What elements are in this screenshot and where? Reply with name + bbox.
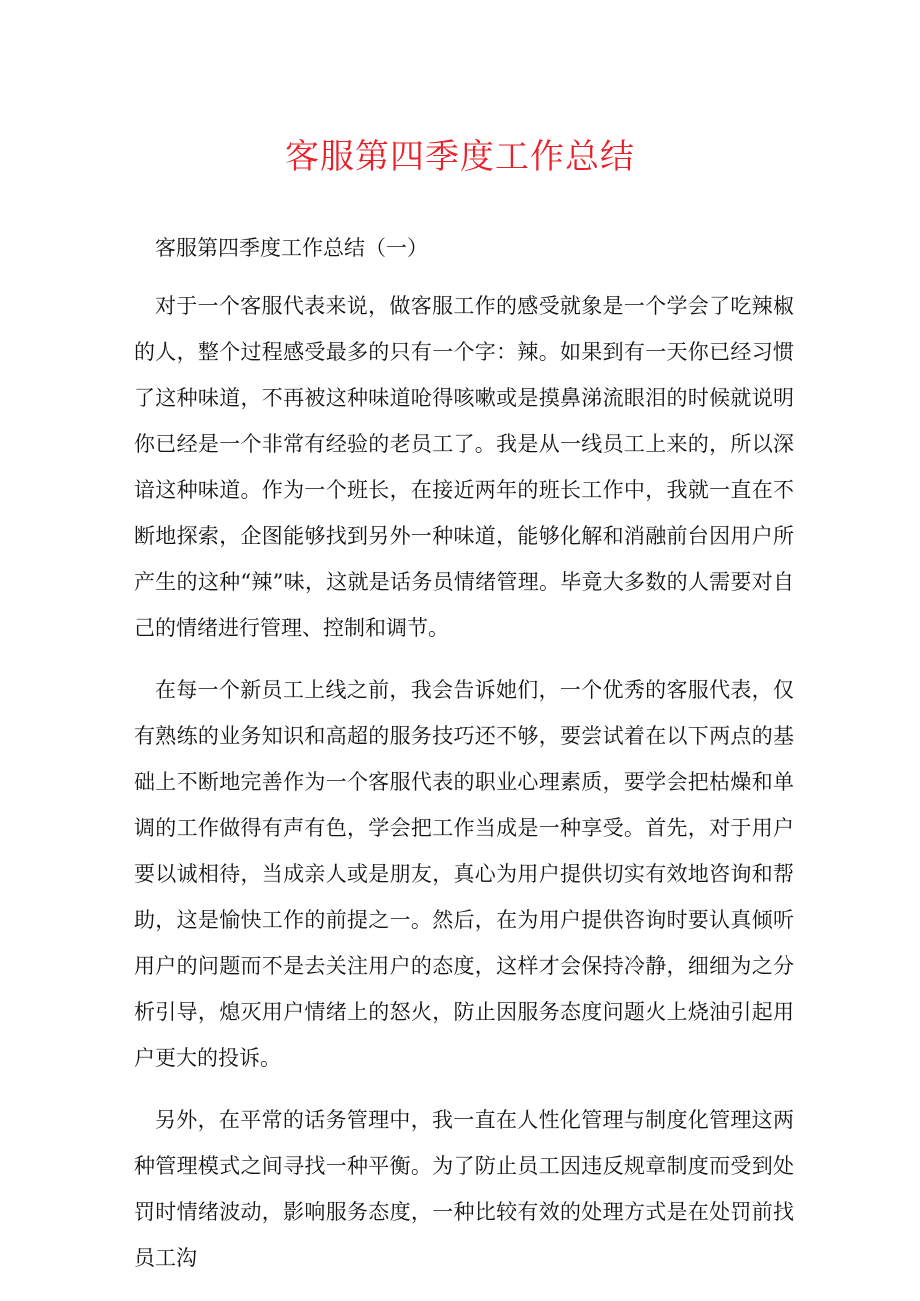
- paragraph-2: 在每一个新员工上线之前，我会告诉她们，一个优秀的客服代表，仅有熟练的业务知识和高超的服务技巧还不够，要尝试着在以下两点的基础上不断地完善作为一个客服代表的职业心理素质，要学会把枯燥和单调的工作做得有声有色，学会把工作当成是一种享受。首先，对于用户要以诚相待，当成亲人或是朋友，真心为用户提供切实有效地咨询和帮助，这是愉快工作的前提之一。然后，在为用户提供咨询时要认真倾听用户的问题而不是去关注用户的态度，这样才会保持冷静，细细为之分析引导，熄灭用户情绪上的怒火，防止因服务态度问题火上烧油引起用户更大的投诉。: [134, 678, 794, 1070]
- section-subtitle: 客服第四季度工作总结（一）: [155, 236, 428, 260]
- document-title: 客服第四季度工作总结: [285, 137, 635, 177]
- paragraph-3: 另外，在平常的话务管理中，我一直在人性化管理与制度化管理这两种管理模式之间寻找一种平衡。为了防止员工因违反规章制度而受到处罚时情绪波动，影响服务态度，一种比较有效的处理方式是在处罚前找员工沟: [134, 1108, 794, 1270]
- document-body: [134, 225, 794, 1297]
- paragraph-1: 对于一个客服代表来说，做客服工作的感受就象是一个学会了吃辣椒的人，整个过程感受最多的只有一个字：辣。如果到有一天你已经习惯了这种味道，不再被这种味道呛得咳嗽或是摸鼻涕流眼泪的时候就说明你已经是一个非常有经验的老员工了。我是从一线员工上来的，所以深谙这种味道。作为一个班长，在接近两年的班长工作中，我就一直在不断地探索，企图能够找到另外一种味道，能够化解和消融前台因用户所产生的这种“辣”味，这就是话务员情绪管理。毕竟大多数的人需要对自己的情绪进行管理、控制和调节。: [134, 294, 794, 640]
